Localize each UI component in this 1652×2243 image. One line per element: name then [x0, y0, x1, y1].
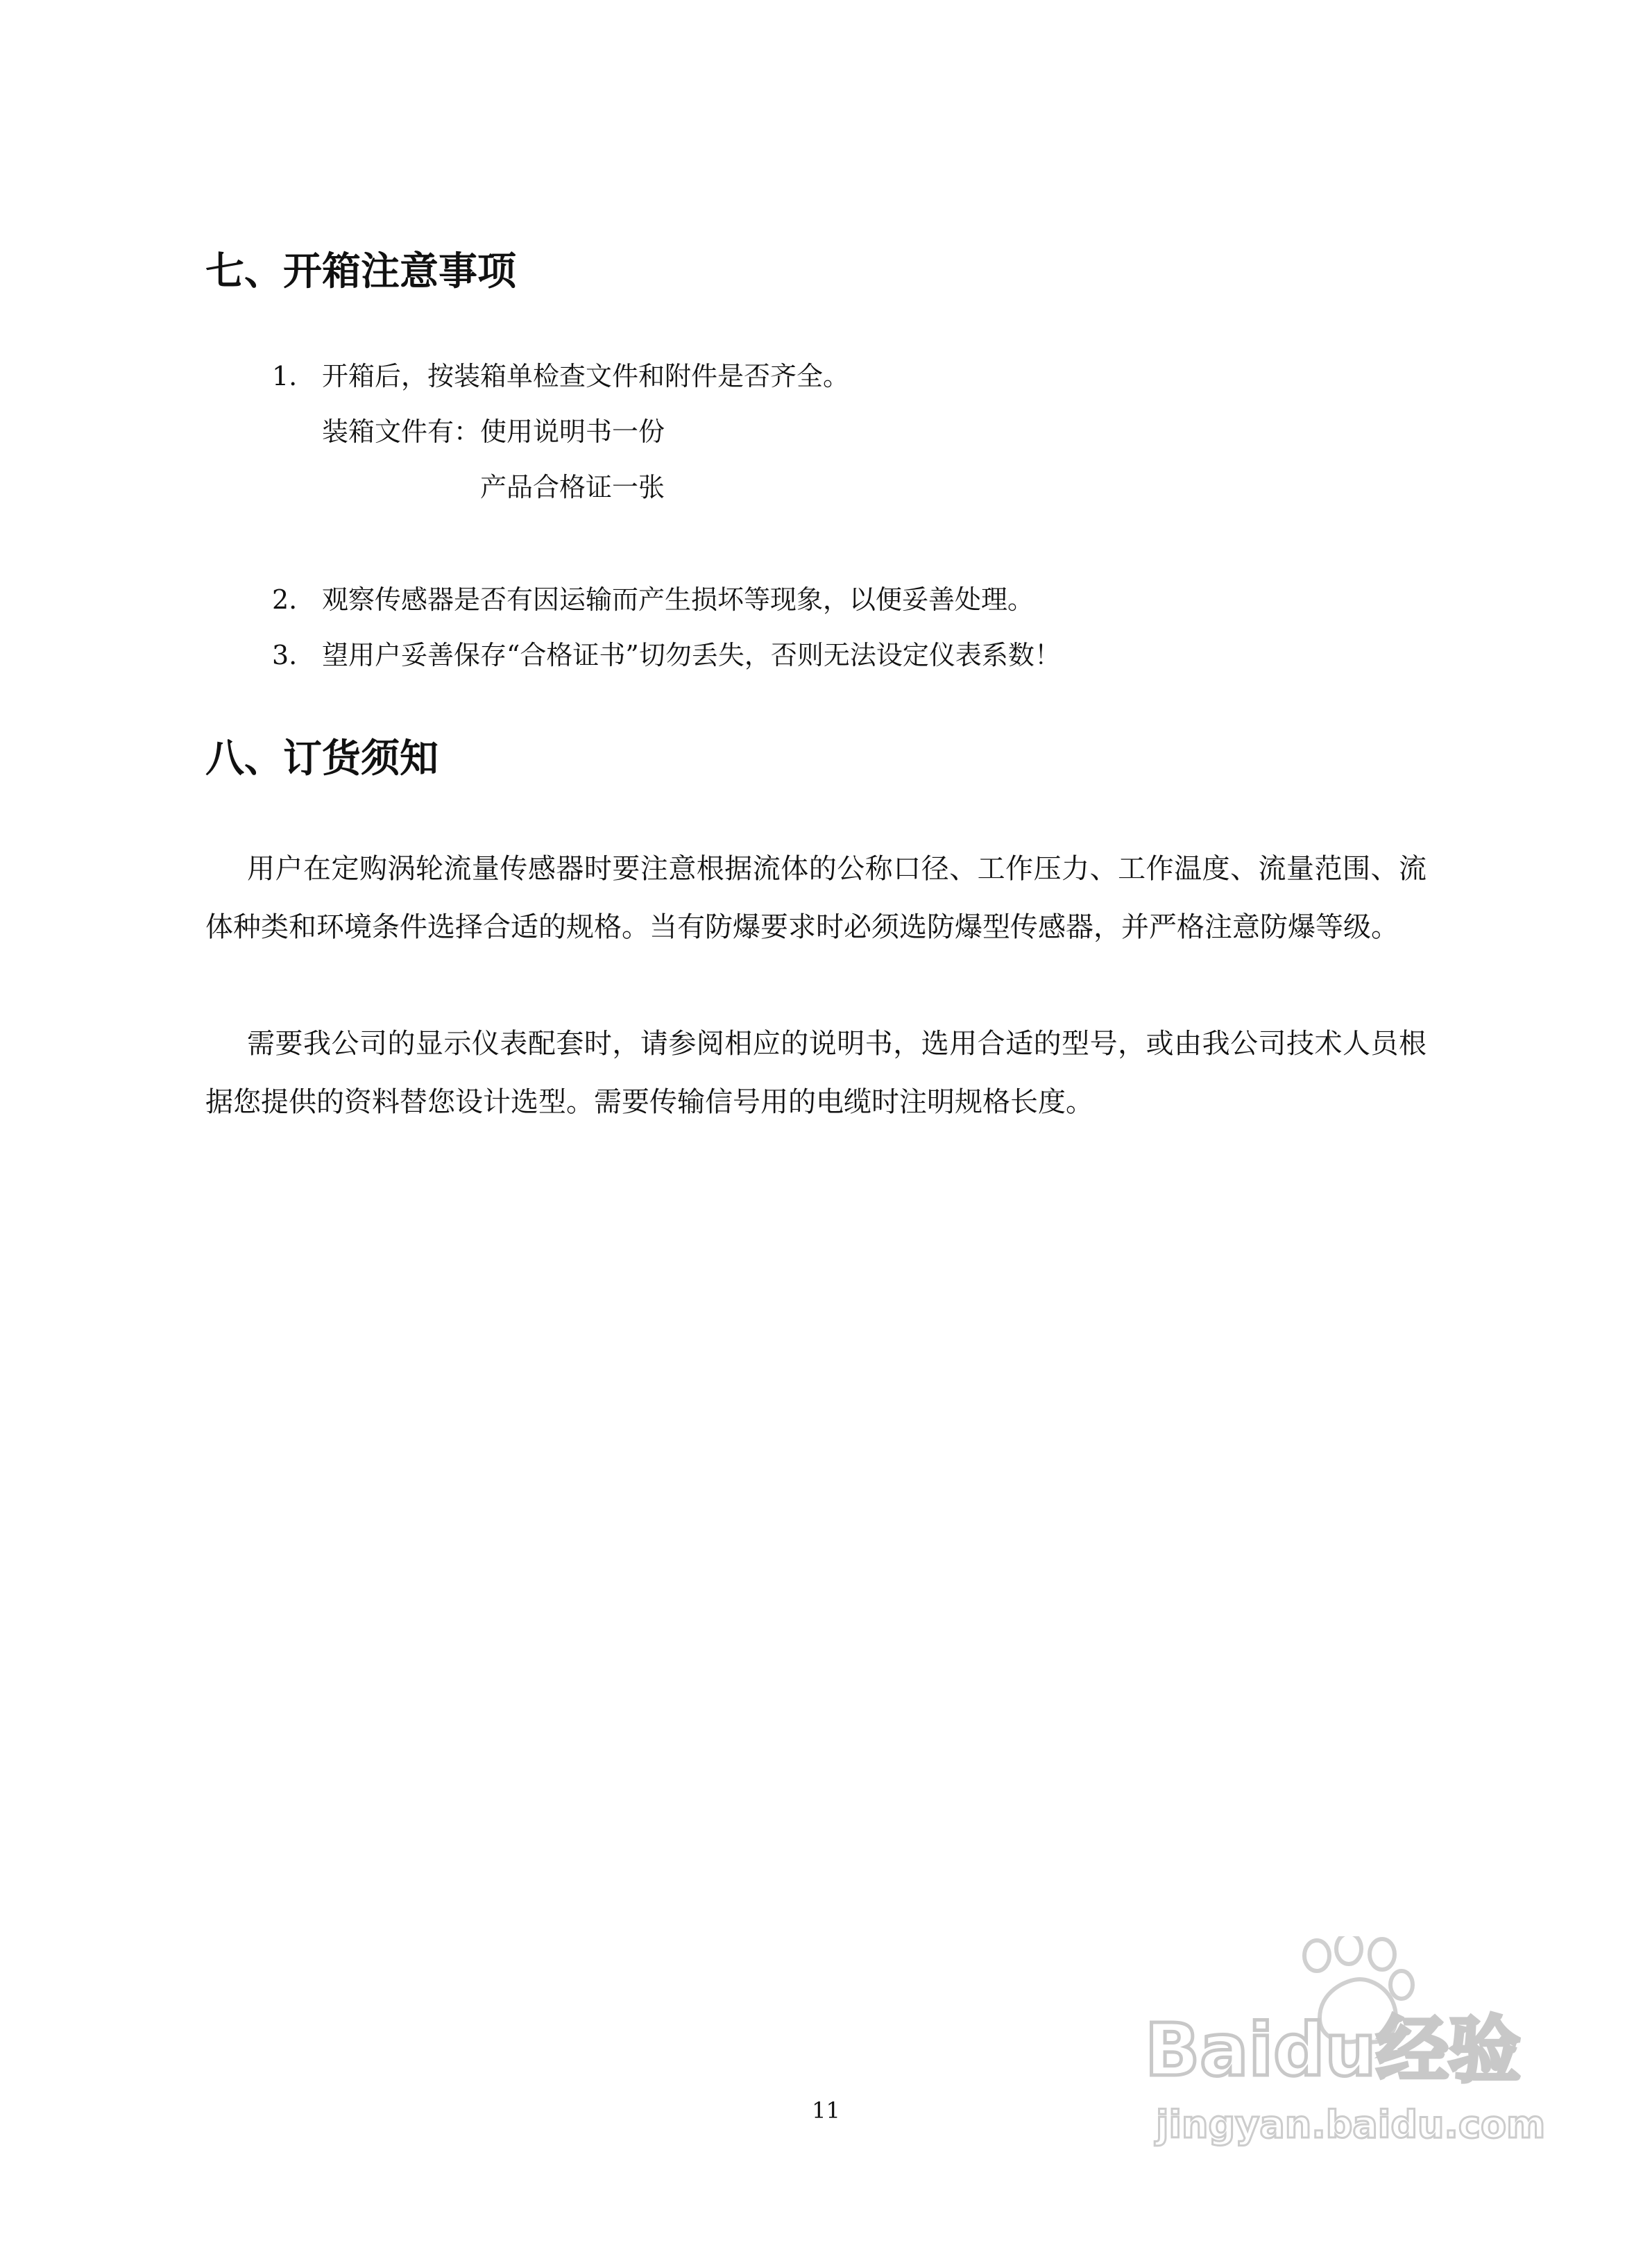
list-item-3-text: 望用户妥善保存“合格证书”切勿丢失，否则无法设定仪表系数！	[322, 640, 1061, 670]
docs-label: 装箱文件有：	[322, 416, 481, 447]
list-item-2-number: 2.	[272, 584, 298, 615]
baidu-jingyan-logo	[1145, 2008, 1521, 2092]
section-8-heading: 八、订货须知	[205, 736, 438, 781]
page-number: 11	[812, 2097, 840, 2124]
list-item-1-number: 1.	[272, 361, 298, 391]
list-item-3-number: 3.	[272, 640, 298, 670]
watermark-brand: Baidu经验	[1145, 2008, 1521, 2092]
watermark-url: jingyan.baidu.com	[1156, 2103, 1546, 2147]
doc-item-certificate: 产品合格证一张	[480, 472, 665, 502]
list-item-1	[272, 361, 849, 393]
list-item-3	[272, 640, 1061, 672]
docs-line-2	[480, 472, 665, 504]
list-item-2-text: 观察传感器是否有因运输而产生损坏等现象，以便妥善处理。	[322, 584, 1034, 615]
doc-item-manual: 使用说明书一份	[480, 416, 665, 447]
section-7-heading: 七、开箱注意事项	[205, 249, 516, 294]
order-paragraph-1: 用户在定购涡轮流量传感器时要注意根据流体的公称口径、工作压力、工作温度、流量范围、流体种类和环境条件选择合适的规格。当有防爆要求时必须选防爆型传感器，并严格注意防爆等级。	[205, 853, 1427, 943]
docs-line-1	[322, 416, 665, 448]
list-item-1-text: 开箱后，按装箱单检查文件和附件是否齐全。	[322, 361, 850, 391]
order-paragraph-2: 需要我公司的显示仪表配套时，请参阅相应的说明书，选用合适的型号，或由我公司技术人员根据您提供的资料替您设计选型。需要传输信号用的电缆时注明规格长度。	[205, 1028, 1427, 1118]
baidu-jingyan-watermark	[1138, 1936, 1568, 2165]
list-item-2	[272, 584, 1034, 616]
